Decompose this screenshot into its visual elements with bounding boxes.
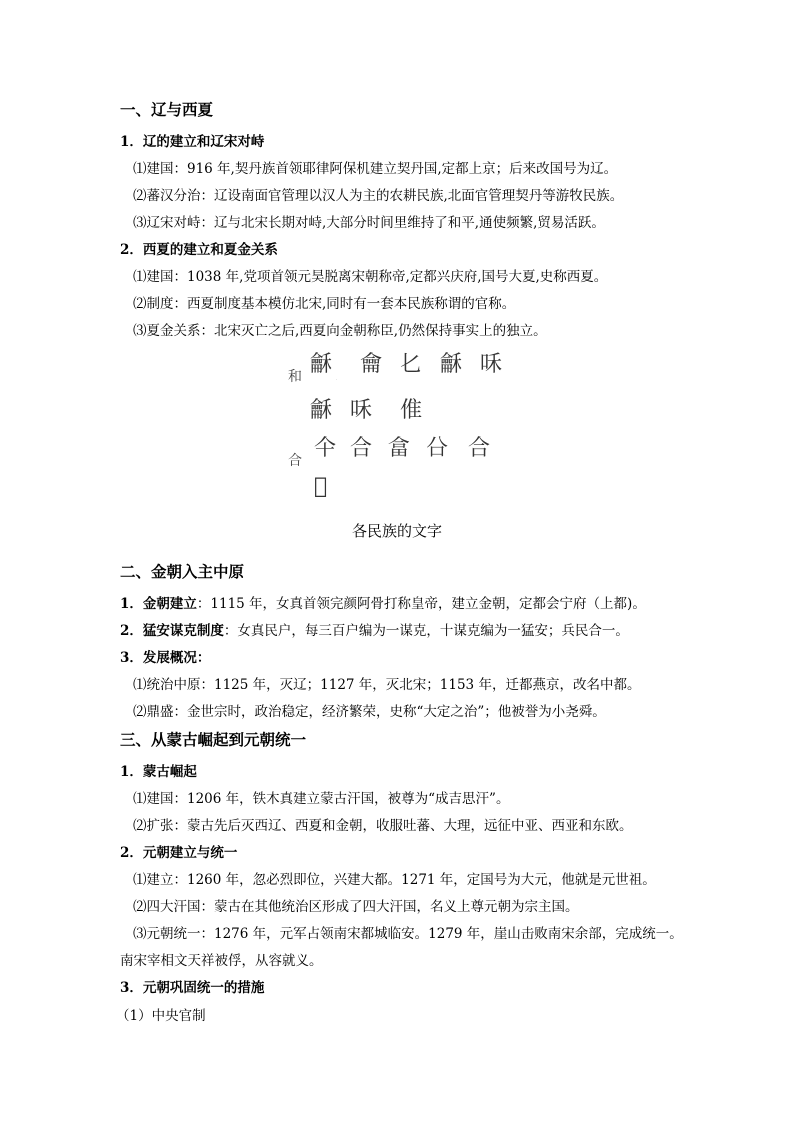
script-glyph-icon: 咊 xyxy=(350,398,373,423)
list-item-continuation: 南宋宰相文天祥被俘，从容就义。 xyxy=(120,953,323,969)
list-item: ⑵四大汗国：蒙古在其他统治区形成了四大汗国，名义上尊元朝为宗主国。 xyxy=(133,899,579,915)
paragraph-label: 2．猛安谋克制度 xyxy=(120,623,224,639)
figure-caption: 各民族的文字 xyxy=(351,522,442,540)
section-title-mongol-yuan: 三、从蒙古崛起到元朝统一 xyxy=(120,730,307,749)
glyph-label-tiny: · xyxy=(336,377,338,382)
subheading-yuan-measures: 3．元朝巩固统一的措施 xyxy=(120,980,265,996)
script-glyph-icon: 仐 xyxy=(314,436,337,461)
script-glyph-icon: 𠤎 xyxy=(400,352,423,377)
row1-lead-char: 和 xyxy=(288,369,302,385)
list-item: ⑵蕃汉分治：辽设南面官管理以汉人为主的农耕民族,北面官管理契丹等游牧民族。 xyxy=(133,188,624,204)
script-glyph-icon: 龠 xyxy=(360,352,383,377)
script-glyph-icon: 𢈪 xyxy=(314,474,328,499)
list-item: ⑵鼎盛：金世宗时，政治稳定，经济繁荣，史称“大定之治”；他被誉为小尧舜。 xyxy=(133,704,606,720)
script-glyph-icon: 咊 xyxy=(480,352,503,377)
list-item: ⑴建国：1038 年,党项首领元昊脱离宋朝称帝,定都兴庆府,国号大夏,史称西夏。 xyxy=(133,269,608,285)
list-item: ⑶元朝统一：1276 年，元军占领南宋都城临安。1279 年，崖山击败南宋余部，完成统一。 xyxy=(133,926,683,942)
subheading-development: 3．发展概况： xyxy=(120,650,211,666)
script-glyph-icon: 龢 xyxy=(310,398,333,423)
list-item: ⑴建国：1206 年，铁木真建立蒙古汗国，被尊为“成吉思汗”。 xyxy=(133,791,510,807)
section-title-liao-xixia: 一、辽与西夏 xyxy=(120,100,214,119)
list-item: ⑵制度：西夏制度基本模仿北宋,同时有一套本民族称谓的官称。 xyxy=(133,296,516,312)
list-item: ⑵扩张：蒙古先后灭西辽、西夏和金朝，收服吐蕃、大理，远征中亚、西亚和东欧。 xyxy=(133,818,633,834)
paragraph-text: ：女真民户，每三百户编为一谋克，十谋克编为一猛安；兵民合一。 xyxy=(223,623,629,639)
script-glyph-icon: 畣 xyxy=(388,436,411,461)
subheading-yuan-founding: 2．元朝建立与统一 xyxy=(120,845,238,861)
list-item: ⑶夏金关系：北宋灭亡之后,西夏向金朝称臣,仍然保持事实上的独立。 xyxy=(133,323,547,339)
script-glyph-icon: 㕣 xyxy=(426,436,449,461)
script-glyph-icon: 龢 xyxy=(440,352,463,377)
paragraph-jin-founding xyxy=(120,592,646,612)
paragraph-text: ：1115 年，女真首领完颜阿骨打称皇帝，建立金朝，定都会宁府（上都)。 xyxy=(196,596,646,612)
script-glyph-icon: 合 xyxy=(468,436,491,461)
ethnic-scripts-figure xyxy=(280,352,520,504)
list-item: ⑶辽宋对峙：辽与北宋长期对峙,大部分时间里维持了和平,通使频繁,贸易活跃。 xyxy=(133,215,605,231)
subheading-liao-founding: 1．辽的建立和辽宋对峙 xyxy=(120,134,265,150)
subheading-xixia-founding: 2．西夏的建立和夏金关系 xyxy=(120,242,278,258)
paragraph-mengan-mouke xyxy=(120,619,629,639)
list-item: ⑴建立：1260 年，忽必烈即位，兴建大都。1271 年，定国号为大元，他就是元世祖。 xyxy=(133,872,656,888)
paragraph-label: 1．金朝建立 xyxy=(120,596,197,612)
section-title-jin: 二、金朝入主中原 xyxy=(120,562,245,581)
row3-lead-char: 合 xyxy=(288,453,302,469)
list-item: ⑴建国：916 年,契丹族首领耶律阿保机建立契丹国,定都上京；后来改国号为辽。 xyxy=(133,161,618,177)
sub-item-central-government: （1）中央官制 xyxy=(116,1008,206,1024)
list-item: ⑴统治中原：1125 年，灭辽；1127 年，灭北宋；1153 年，迁都燕京，改名中都。 xyxy=(133,677,641,693)
script-glyph-icon: 倠 xyxy=(400,398,423,423)
subheading-mongol-rise: 1．蒙古崛起 xyxy=(120,764,197,780)
script-glyph-icon: 龢 xyxy=(310,352,333,377)
script-glyph-icon: 合 xyxy=(350,436,373,461)
